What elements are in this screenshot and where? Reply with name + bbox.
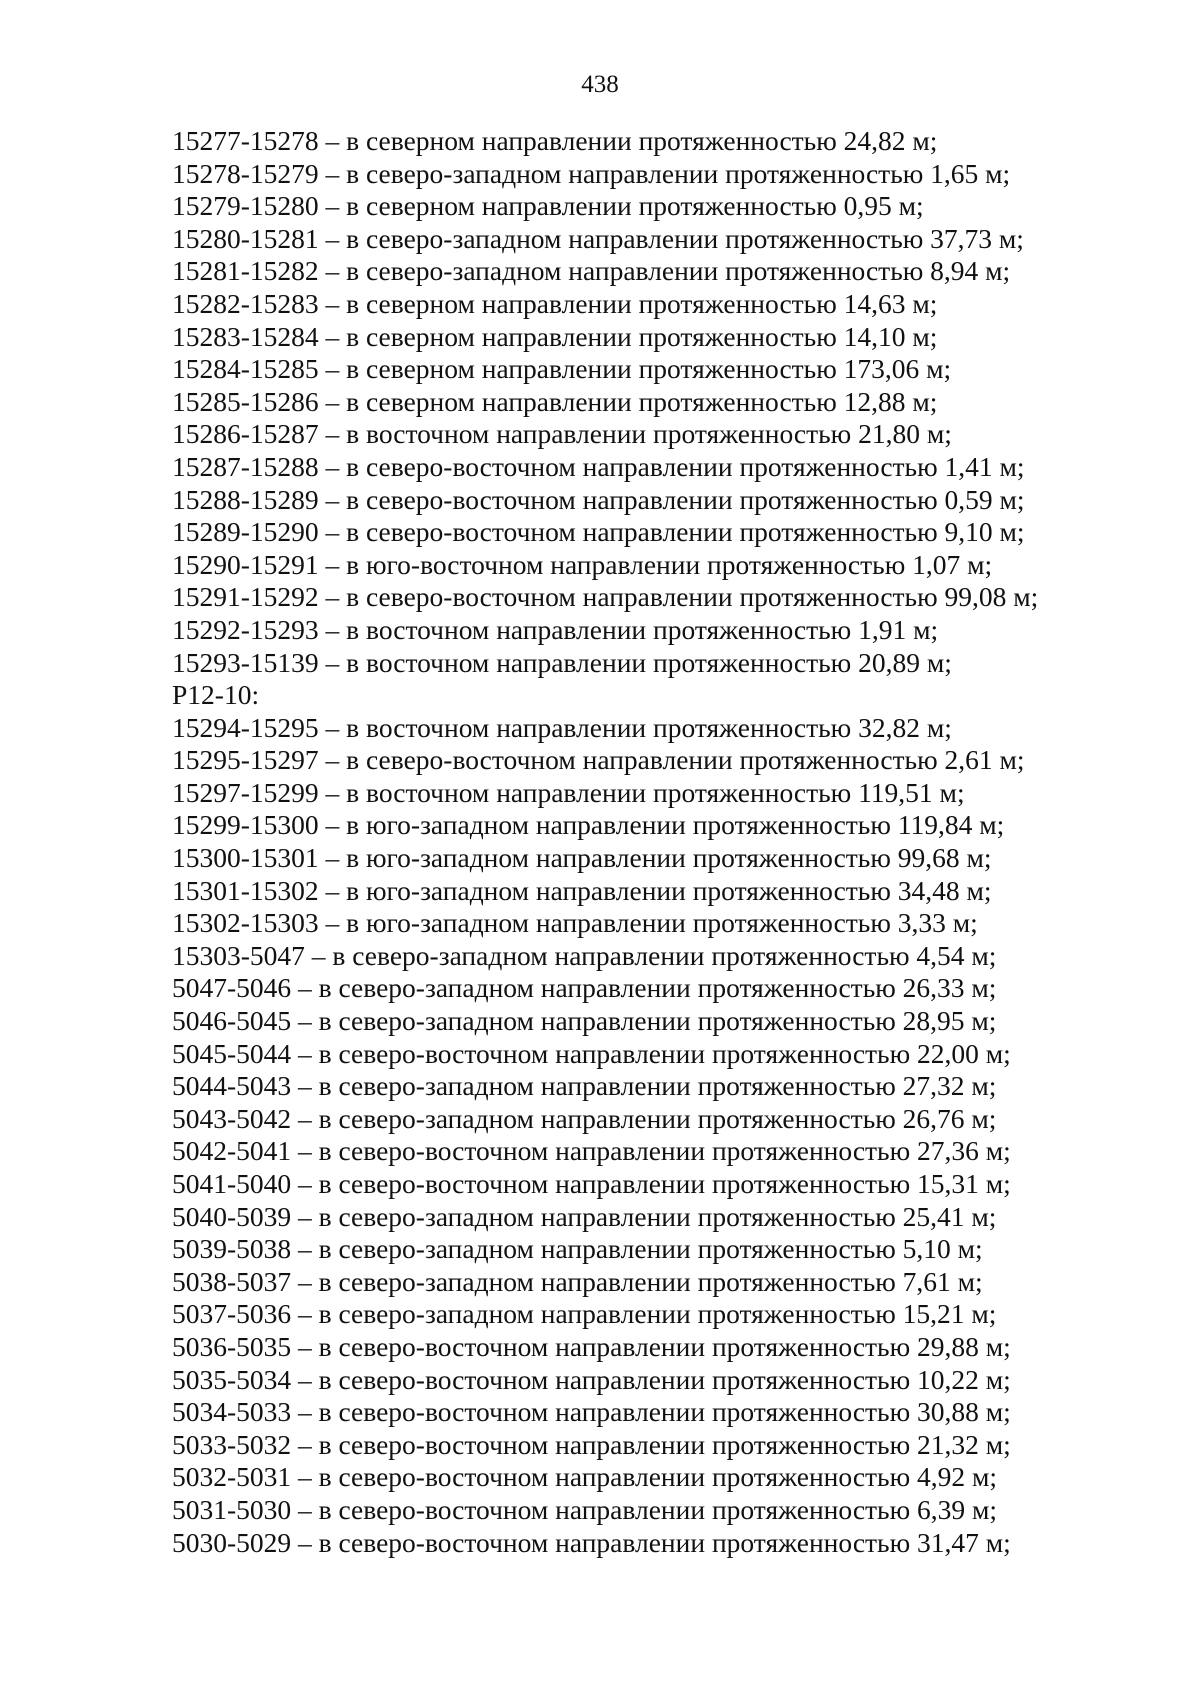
boundary-segment-line: 15286-15287 – в восточном направлении протяженностью 21,80 м; [172, 418, 952, 450]
boundary-segment-line: 15301-15302 – в юго-западном направлении протяженностью 34,48 м; [172, 874, 992, 906]
boundary-segment-line: 15288-15289 – в северо-восточном направлении протяженностью 0,59 м; [172, 483, 1025, 515]
boundary-segment-line: 5038-5037 – в северо-западном направлении протяженностью 7,61 м; [172, 1265, 983, 1297]
boundary-segment-line: 5047-5046 – в северо-западном направлении протяженностью 26,33 м; [172, 972, 997, 1004]
boundary-segment-line: 15280-15281 – в северо-западном направлении протяженностью 37,73 м; [172, 222, 1024, 254]
boundary-segment-line: 15282-15283 – в северном направлении протяженностью 14,63 м; [172, 287, 938, 319]
boundary-segment-line: 5037-5036 – в северо-западном направлении протяженностью 15,21 м; [172, 1298, 997, 1330]
boundary-segment-line: 15287-15288 – в северо-восточном направлении протяженностью 1,41 м; [172, 450, 1025, 482]
boundary-segment-line: 15285-15286 – в северном направлении протяженностью 12,88 м; [172, 385, 938, 417]
boundary-segment-line: 15290-15291 – в юго-восточном направлении протяженностью 1,07 м; [172, 548, 993, 580]
boundary-segment-line: 15295-15297 – в северо-восточном направлении протяженностью 2,61 м; [172, 744, 1025, 776]
boundary-segment-line: 15278-15279 – в северо-западном направлении протяженностью 1,65 м; [172, 157, 1011, 189]
boundary-segment-line: 5030-5029 – в северо-восточном направлении протяженностью 31,47 м; [172, 1526, 1011, 1558]
boundary-segment-line: 15299-15300 – в юго-западном направлении протяженностью 119,84 м; [172, 809, 1005, 841]
boundary-segment-line: 5039-5038 – в северо-западном направлении протяженностью 5,10 м; [172, 1233, 983, 1265]
boundary-segment-line: 5041-5040 – в северо-восточном направлении протяженностью 15,31 м; [172, 1168, 1011, 1199]
boundary-segment-line: 15293-15139 – в восточном направлении протяженностью 20,89 м; [172, 646, 952, 678]
boundary-segment-line: 15289-15290 – в северо-восточном направлении протяженностью 9,10 м; [172, 516, 1025, 548]
boundary-segment-line: 15279-15280 – в северном направлении протяженностью 0,95 м; [172, 190, 924, 222]
boundary-segment-line: 15300-15301 – в юго-западном направлении протяженностью 99,68 м; [172, 842, 992, 874]
boundary-segment-line: 5034-5033 – в северо-восточном направлении протяженностью 30,88 м; [172, 1396, 1011, 1428]
page-number: 438 [581, 71, 619, 98]
boundary-description-list [172, 125, 1038, 1559]
boundary-segment-line: 5042-5041 – в северо-восточном направлении протяженностью 27,36 м; [172, 1135, 1011, 1167]
boundary-segment-line: 15281-15282 – в северо-западном направлении протяженностью 8,94 м; [172, 255, 1011, 287]
boundary-segment-line: 15292-15293 – в восточном направлении протяженностью 1,91 м; [172, 613, 939, 645]
boundary-segment-line: 15294-15295 – в восточном направлении протяженностью 32,82 м; [172, 711, 952, 743]
boundary-segment-line: 5045-5044 – в северо-восточном направлении протяженностью 22,00 м; [172, 1037, 1011, 1069]
boundary-segment-line: 5031-5030 – в северо-восточном направлении протяженностью 6,39 м; [172, 1493, 998, 1525]
boundary-segment-line: 5033-5032 – в северо-восточном направлении протяженностью 21,32 м; [172, 1428, 1011, 1460]
boundary-segment-line: 5032-5031 – в северо-восточном направлении протяженностью 4,92 м; [172, 1461, 998, 1493]
boundary-segment-line: 5040-5039 – в северо-западном направлении протяженностью 25,41 м; [172, 1200, 997, 1232]
boundary-segment-line: 15284-15285 – в северном направлении протяженностью 173,06 м; [172, 353, 952, 385]
boundary-segment-line: 15291-15292 – в северо-восточном направлении протяженностью 99,08 м; [172, 581, 1039, 613]
boundary-segment-line: 5044-5043 – в северо-западном направлении протяженностью 27,32 м; [172, 1070, 997, 1102]
boundary-segment-line: 15302-15303 – в юго-западном направлении протяженностью 3,33 м; [172, 907, 978, 939]
boundary-segment-line: 5043-5042 – в северо-западном направлении протяженностью 26,76 м; [172, 1102, 997, 1134]
boundary-segment-line: 15297-15299 – в восточном направлении протяженностью 119,51 м; [172, 776, 965, 808]
boundary-segment-line: Р12-10: [172, 679, 260, 711]
boundary-segment-line: 5035-5034 – в северо-восточном направлении протяженностью 10,22 м; [172, 1363, 1011, 1395]
boundary-segment-line: 15277-15278 – в северном направлении протяженностью 24,82 м; [172, 125, 938, 156]
boundary-segment-line: 5046-5045 – в северо-западном направлении протяженностью 28,95 м; [172, 1005, 997, 1037]
boundary-segment-line: 5036-5035 – в северо-восточном направлении протяженностью 29,88 м; [172, 1330, 1011, 1362]
boundary-segment-line: 15303-5047 – в северо-западном направлении протяженностью 4,54 м; [172, 939, 997, 971]
boundary-segment-line: 15283-15284 – в северном направлении протяженностью 14,10 м; [172, 320, 938, 352]
